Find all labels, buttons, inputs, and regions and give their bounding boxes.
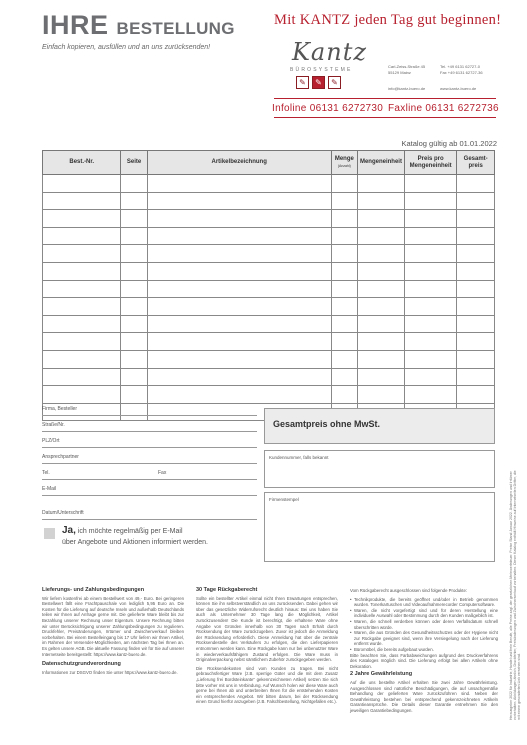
table-cell[interactable] [357,333,404,351]
table-cell[interactable] [331,227,357,245]
table-cell[interactable] [405,368,457,386]
table-cell[interactable] [357,315,404,333]
table-cell[interactable] [121,298,147,316]
strasse-label: Straße/Nr. [42,422,65,428]
order-subtitle: Einfach kopieren, ausfüllen und an uns zurücksenden! [42,44,211,51]
table-cell[interactable] [357,386,404,404]
datum-label: Datum/Unterschrift [42,510,84,516]
table-cell[interactable] [331,175,357,193]
table-cell[interactable] [457,350,495,368]
table-row [43,210,495,228]
email-input[interactable] [42,495,257,496]
email-label: E-Mail [42,486,57,492]
table-cell[interactable] [43,298,121,316]
table-cell[interactable] [457,315,495,333]
newsletter-label: Ja, ich möchte regelmäßig per E-Mail über Angebote und Aktionen informiert werden. [62,525,208,546]
table-cell[interactable] [121,210,147,228]
table-cell[interactable] [357,262,404,280]
table-row [43,262,495,280]
table-cell[interactable] [457,227,495,245]
plz-input[interactable] [42,447,257,448]
terms-column-3: Vom Rückgaberecht ausgeschlossen sind folgende Produkte: • Technikprodukte, die bereits geöffnet und/oder in Betrieb genommen wurden. Tonerkartuschen und Videoaufnahmerecorder Computersoftware. • Waren, die nicht vorgefertigt sind und für deren Herstellung eine individuelle Auswahl oder Bestimmung durch den Kunden maßgeblich ist. • Waren, die schnell verderben können oder deren Verfallsdatum schnell überschritten würde. • Waren, die aus Gründen des Gesundheitsschutzes oder der Hygiene nicht zur Rückgabe geeignet sind, wenn ihre Versiegelung nach der Lieferung entfernt wurde. • Büromöbel, die bereits aufgebaut wurden. Bitte beachten Sie, dass Farbabweichungen aufgrund des Druckverfahrens des Kataloges möglich sind. Die Lieferung erfolgt bei allen Artikeln ohne Dekoration. 2 Jahre Gewährleistung Auf die uns bestellte Artikel erhalten Sie zwei Jahre Gewährleistung. Ausgeschlossen sind natürliche Beschädigungen, die auf unsachgemäße Behandlung der gelieferten Ware zurückzuführen sind. Neben der Gewährleistung bestehen bei entsprechend gekennzeichneten Artikeln Garantieansprüche. Die Details dieser Garantie entnehmen Sie den jeweiligen Garantiebedingungen. [350,588,498,716]
col-header: Menge (Anzahl) [331,151,357,175]
plz-label: PLZ/Ort [42,438,60,444]
table-cell[interactable] [43,368,121,386]
table-cell[interactable] [43,333,121,351]
table-row [43,368,495,386]
table-cell[interactable] [457,280,495,298]
table-cell[interactable] [147,333,331,351]
table-row [43,386,495,404]
table-cell[interactable] [121,245,147,263]
table-cell[interactable] [147,386,331,404]
table-row [43,333,495,351]
table-cell[interactable] [43,210,121,228]
table-row [43,315,495,333]
logo-subtitle: BÜROSYSTEME [290,67,353,73]
table-cell[interactable] [121,403,147,421]
table-cell[interactable] [405,350,457,368]
table-cell[interactable] [147,210,331,228]
order-table [42,150,495,421]
table-cell[interactable] [147,368,331,386]
table-cell[interactable] [457,262,495,280]
logo-box-icon: ✎ [312,76,325,89]
table-cell[interactable] [121,368,147,386]
table-cell[interactable] [43,386,121,404]
table-cell[interactable] [147,192,331,210]
table-cell[interactable] [357,192,404,210]
table-row [43,245,495,263]
tel-label: Tel. [42,470,50,476]
table-cell[interactable] [357,210,404,228]
table-cell[interactable] [457,210,495,228]
logo-box-icon: ✎ [328,76,341,89]
table-cell[interactable] [405,192,457,210]
table-cell[interactable] [121,175,147,193]
table-cell[interactable] [457,386,495,404]
table-cell[interactable] [405,175,457,193]
infoline: Infoline 06131 6272730 [272,103,384,114]
table-cell[interactable] [331,245,357,263]
table-cell[interactable] [147,298,331,316]
table-cell[interactable] [357,227,404,245]
table-row [43,227,495,245]
table-cell[interactable] [331,298,357,316]
table-cell[interactable] [121,192,147,210]
table-row [43,192,495,210]
terms-column-2: 30 Tage Rückgaberecht Sollte ein bestellter Artikel einmal nicht Ihren Erwartungen entsprechen, können Sie ihn selbstverständlich an uns zurücksenden. Dabei gehen wir über das gesetzliche Widerrufsrecht deutlich hinaus: Bei uns haben Sie auch als Unternehmer 30 Tage lang die Möglichkeit, Artikel zurückzusenden! Die Kunde ist berechtigt, die erhaltene Ware ohne Angabe von Gründen innerhalb von 30 Tagen nach Erhalt durch Rücksendung der Ware zurückzugeben. Zuvor ist jedoch die Anmeldung der Rücksendung erforderlich. Diese Anmeldung hat über die zentrale Rücksendestelle des Verkäufers zu erfolgen, die den Lieferpapieren entnommen werden kann. Eine Rückgabe kann nur bei unbenutzter Ware in wiederverkaufsfähigem Zustand erfolgen. Die Ware muss in Originalverpackung nebst sämtlichem Zubehör zurückgegeben werden. Die Rücksendekosten sind vom Kunden zu tragen. Bei nicht gebrauchsfertiger Ware (z.B. sperrige Güter und die mit dem Zusatz „Lieferung frei Bordsteinkante“ gekennzeichneten Artikel) setzen Sie sich bitte vorher mit uns in Verbindung. Auf Wunsch holen wir diese Ware auch gerne bei Ihnen ab und unterbreiten Ihnen für die entstehenden Kosten ein entsprechendes Angebot. Wir bitten darum, bei der Rücksendung einen Grund hierfür anzugeben (z.B. Falschbestellung, Nichtgefallen etc.). [196,587,338,705]
address-block: Carl-Zeiss-Straße 45 55129 Mainz [388,64,426,75]
list-item: • Waren, die aus Gründen des Gesundheitsschutzes oder der Hygiene nicht zur Rückgabe geeignet sind, wenn ihre Versiegelung nach der Lieferung entfernt wurde. [350,630,498,647]
strasse-input[interactable] [42,431,257,432]
slogan: Mit KANTZ jeden Tag gut beginnen! [274,12,502,28]
gesamtpreis-box[interactable]: Gesamtpreis ohne MwSt. [264,408,495,444]
col-header: Artikelbezeichnung [147,151,331,175]
table-cell[interactable] [147,350,331,368]
table-cell[interactable] [43,175,121,193]
list-item: • Waren, die schnell verderben können oder deren Verfallsdatum schnell überschritten würde. [350,619,498,630]
phone-block: Tel. +49 6131 62727-0 Fax +49 6131 62727-36 [440,64,483,75]
faxline: Faxline 06131 6272736 [388,103,499,114]
table-cell[interactable] [43,350,121,368]
company-logo: Kantz [292,38,367,66]
table-cell[interactable] [43,192,121,210]
logo-box-icon: ✎ [296,76,309,89]
table-cell[interactable] [331,280,357,298]
table-cell[interactable] [147,280,331,298]
tel-fax-input[interactable] [42,479,257,480]
table-cell[interactable] [331,262,357,280]
table-cell[interactable] [457,298,495,316]
newsletter-checkbox[interactable] [44,528,55,539]
table-cell[interactable] [43,280,121,298]
table-cell[interactable] [405,245,457,263]
table-header-row [43,151,495,175]
table-cell[interactable] [457,245,495,263]
table-cell[interactable] [121,386,147,404]
table-cell[interactable] [405,210,457,228]
fax-label: Fax [158,470,167,476]
table-cell[interactable] [331,315,357,333]
table-cell[interactable] [147,175,331,193]
legal-side-text: Herausgeber 2022 für Industrie, Handel und freie Berufe, alle Preise zzgl. der gesetzlichen Mehrwertsteuer. Preise Stand Januar 2022. Änderungen und Irrtümer vorbehalten. Abbildungen ähnlich. Druckfehler, Preisänderungen und Zwischenverkauf vorbehalten. Dieser Katalog enthält Hinweise auf Internetseiten Dritter, die mit einem gesonderten Link versehen sind. [509,470,521,720]
table-cell[interactable] [147,227,331,245]
email-text: info@kantz-buero.de [388,86,426,91]
table-cell[interactable] [457,368,495,386]
table-cell[interactable] [405,386,457,404]
table-cell[interactable] [331,368,357,386]
table-cell[interactable] [357,368,404,386]
table-row [43,350,495,368]
firmenstempel-box[interactable]: Firmenstempel [264,492,495,562]
table-cell[interactable] [147,245,331,263]
table-cell[interactable] [121,350,147,368]
firma-label: Firma, Besteller [42,406,78,412]
table-cell[interactable] [331,192,357,210]
firma-input[interactable] [42,415,257,416]
col-header: Seite [121,151,147,175]
table-cell[interactable] [357,298,404,316]
col-header: Mengeneinheit [357,151,404,175]
table-cell[interactable] [121,315,147,333]
table-row [43,280,495,298]
catalog-validity: Katalog gültig ab 01.01.2022 [401,139,497,148]
table-cell[interactable] [405,227,457,245]
table-cell[interactable] [357,245,404,263]
datum-input[interactable] [42,519,257,520]
ansprech-input[interactable] [42,463,257,464]
divider [274,117,496,118]
table-cell[interactable] [331,210,357,228]
table-cell[interactable] [405,298,457,316]
kundennummer-box[interactable]: Kundennummer, falls bekannt [264,450,495,488]
table-cell[interactable] [457,333,495,351]
list-item: • Büromöbel, die bereits aufgebaut wurden. [350,647,498,653]
table-cell[interactable] [121,333,147,351]
table-cell[interactable] [405,315,457,333]
col-header: Preis pro Mengeneinheit [405,151,457,175]
table-cell[interactable] [405,262,457,280]
table-cell[interactable] [457,175,495,193]
table-cell[interactable] [405,333,457,351]
table-row [43,175,495,193]
table-cell[interactable] [43,227,121,245]
list-item: • Technikprodukte, die bereits geöffnet und/oder in Betrieb genommen wurden. Tonerkartuschen und Videoaufnahmerecorder Computersoftware. [350,597,498,608]
col-header: Best.-Nr. [43,151,121,175]
divider [274,98,496,99]
table-cell[interactable] [357,175,404,193]
table-cell[interactable] [147,262,331,280]
table-cell[interactable] [357,280,404,298]
table-cell[interactable] [43,245,121,263]
table-cell[interactable] [457,192,495,210]
table-cell[interactable] [43,315,121,333]
table-cell[interactable] [121,227,147,245]
table-cell[interactable] [121,280,147,298]
exclusion-list [350,597,498,653]
ansprech-label: Ansprechpartner [42,454,79,460]
list-item: • Waren, die nicht vorgefertigt sind und für deren Herstellung eine individuelle Auswahl oder Bestimmung durch den Kunden maßgeblich ist. [350,608,498,619]
table-cell[interactable] [357,350,404,368]
table-cell[interactable] [331,386,357,404]
table-cell[interactable] [43,262,121,280]
table-cell[interactable] [331,333,357,351]
table-row [43,298,495,316]
web-text: www.kantz-buero.de [440,86,477,91]
logo-icons [296,76,341,89]
table-cell[interactable] [121,262,147,280]
col-header: Gesamt-preis [457,151,495,175]
order-title: IHRE BESTELLUNG [42,10,235,40]
terms-column-1: Lieferungs- und Zahlungsbedingungen Wir liefern kostenfrei ab einem Bestellwert von 49,- Euro. Bei geringeren Bestellwert fällt eine Frachtpauschale von lediglich 5,95 Euro an. Die Kosten für die Lieferung auf deutsche Inseln und außerhalb Deutschlands teilen wir Ihnen auf Anfrage gerne mit. Die gelieferte Ware bleibt bis zur Bezahlung unserer Rechnung unser Eigentum. Unsere Rechnung bitten wir unter Berücksichtigung unserer Zahlungsbedingungen zu regulieren. Druckfehler, Preisänderungen, Irrtümer und Zwischenverkauf bleiben vorbehalten. Bei einem Bestelleingang bis 17 Uhr liefern wir Ihnen Artikel, im Rahmen der Versender-Möglichkeiten, am nächsten Tag bei Ihnen an. Es gelten unsere AGB. Die aktuelle Fassung finden wir für Sie auf unserer Internetseite bereitgestellt: https://www.kantz-buero.de. Datenschutzgrundverordnung Informationen zur DSGVO finden Sie unter https://www.kantz-buero.de. [42,587,184,675]
table-cell[interactable] [405,280,457,298]
table-cell[interactable] [147,315,331,333]
table-cell[interactable] [331,350,357,368]
